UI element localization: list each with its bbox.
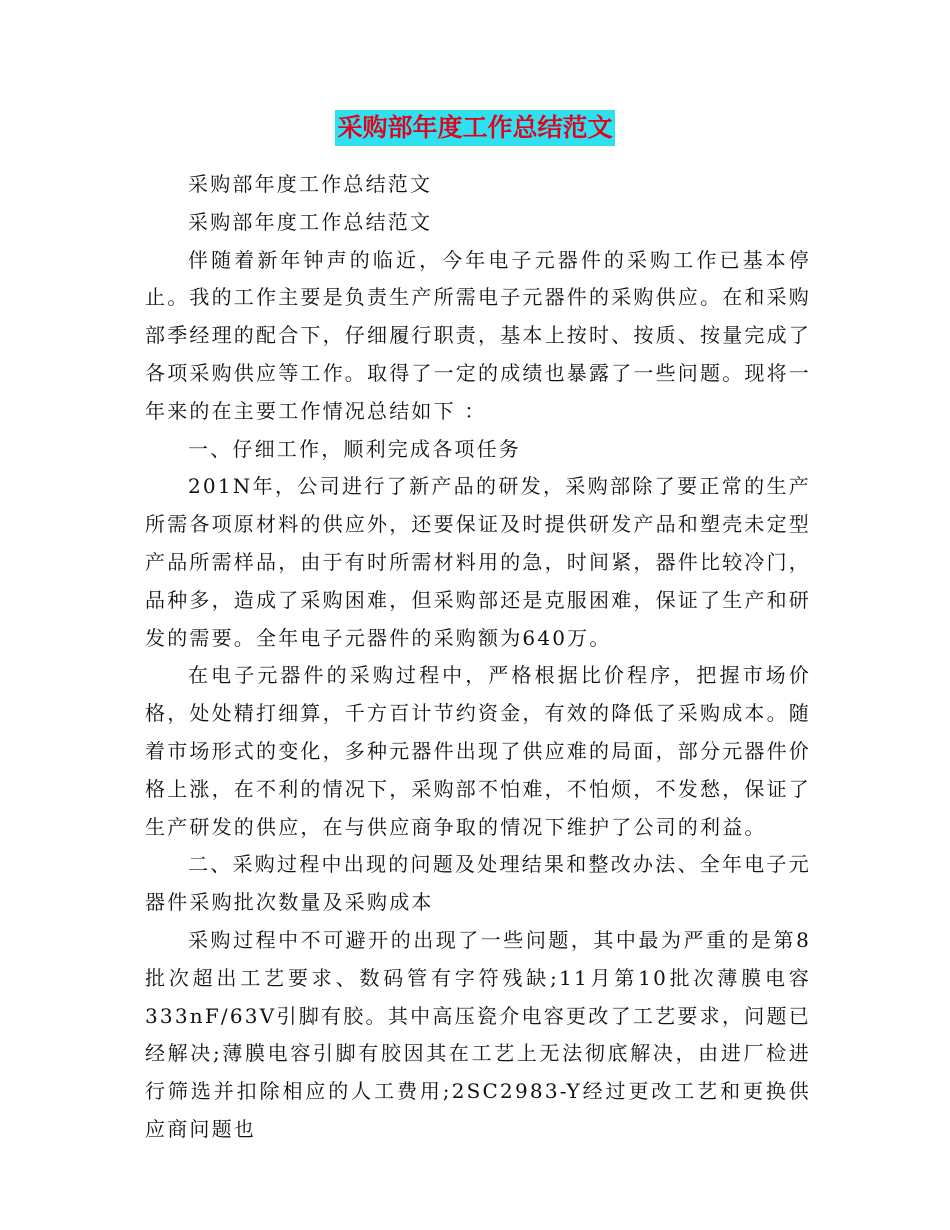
section-heading-2: 二、采购过程中出现的问题及处理结果和整改办法、全年电子元器件采购批次数量及采购成本 — [145, 852, 811, 915]
paragraph-subtitle-2: 采购部年度工作总结范文 — [188, 209, 433, 234]
paragraph-cost-control: 在电子元器件的采购过程中，严格根据比价程序，把握市场价格，处处精打细算，千方百计节约资金，有效的降低了采购成本。随着市场形式的变化，多种元器件出现了供应难的局面，部分元器件价格上涨，在不利的情况下，采购部不怕难，不怕烦，不发愁，保证了生产研发的供应，在与供应商争取的情况下维护了公司的利益。 — [145, 663, 811, 839]
document-body — [145, 166, 811, 1149]
paragraph-new-product: 201N年，公司进行了新产品的研发，采购部除了要正常的生产所需各项原材料的供应外，还要保证及时提供研发产品和塑壳未定型产品所需样品，由于有时所需材料用的急，时间紧，器件比较冷门，品种多，造成了采购困难，但采购部还是克服困难，保证了生产和研发的需要。全年电子元器件的采购额为640万。 — [145, 474, 811, 650]
title-wrap — [0, 110, 950, 146]
document-title: 采购部年度工作总结范文 — [335, 110, 614, 146]
section-heading-1: 一、仔细工作，顺利完成各项任务 — [188, 436, 521, 461]
paragraph-subtitle-1: 采购部年度工作总结范文 — [188, 172, 433, 196]
paragraph-intro: 伴随着新年钟声的临近，今年电子元器件的采购工作已基本停止。我的工作主要是负责生产所需电子元器件的采购供应。在和采购部季经理的配合下，仔细履行职责，基本上按时、按质、按量完成了各项采购供应等工作。取得了一定的成绩也暴露了一些问题。现将一年来的在主要工作情况总结如下 ： — [145, 247, 811, 423]
paragraph-problems: 采购过程中不可避开的出现了一些问题，其中最为严重的是第8批次超出工艺要求、数码管有字符残缺;11月第10批次薄膜电容333nF/63V引脚有胶。其中高压瓷介电容更改了工艺要求，问题已经解决;薄膜电容引脚有胶因其在工艺上无法彻底解决，由进厂检进行筛选并扣除相应的人工费用;2SC2983-Y经过更改工艺和更换供应商问题也 — [145, 927, 811, 1141]
